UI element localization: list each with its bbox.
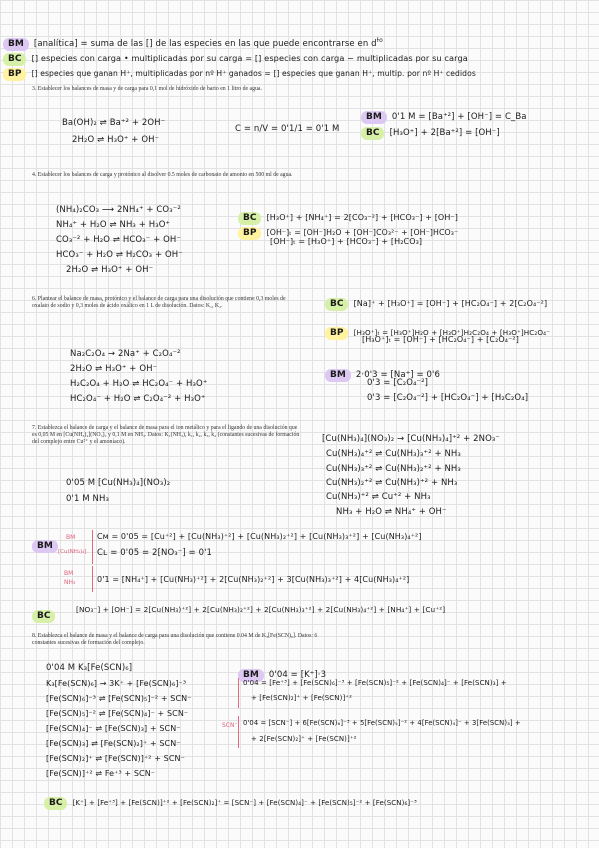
ex3-bc-row <box>361 120 500 140</box>
ex6-bc-equation: [Na]⁺ + [H₃O⁺] = [OH⁻] + [HC₂O₄⁻] + 2[C₂O₄⁻²] <box>353 299 548 308</box>
ex7-given-2: 0'1 M NH₃ <box>66 494 109 504</box>
ex7-bm-label-b: [Cu(NH₃)₄] <box>58 549 87 555</box>
ex3-reaction-1: Ba(OH)₂ ⇌ Ba⁺² + 2OH⁻ <box>62 118 166 128</box>
ex7-reaction-2: Cu(NH₃)₄⁺² ⇌ Cu(NH₃)₃⁺² + NH₃ <box>326 449 461 459</box>
ex4-bp-equation-2: [OH⁻]ₜ = [H₃O⁺] + [HCO₃⁻] + [H₂CO₃] <box>270 237 423 246</box>
ex6-bp-equation-2: [H₃O⁺]ₜ = [OH⁻] + [HC₂O₄⁻] + [C₂O₄⁻²] <box>362 335 519 344</box>
ex3-bc-equation: [H₃O⁺] + 2[Ba⁺²] = [OH⁻] <box>389 128 500 138</box>
ex7-bm-divider <box>92 530 93 564</box>
bc-definition: [] especies con carga • multiplicadas por su carga = [] especies con carga − multiplicadas por su carga <box>31 53 468 63</box>
ex7-bc-equation: [NO₃⁻] + [OH⁻] = 2[Cu(NH₃)⁺²] + 2[Cu(NH₃)₂⁺²] + 2[Cu(NH₃)₃⁺²] + 2[Cu(NH₃)₄⁺²] + [NH₄⁺] + [Cu⁺²] <box>76 605 446 614</box>
ex4-reaction-4: HCO₃⁻ + H₂O ⇌ H₂CO₃ + OH⁻ <box>56 250 183 260</box>
exercise-7-statement: 7. Establezca el balance de carga y el balance de masa para el ion metálico y para el ligando de una disolución que es 0,05 M en [Cu(NH₃)₄](NO₃)₂ y 0,1 M en NH₃. Datos: K₁(NH₃), k₁, k₂, k₃, k₄ (constantes sucesivas de formación del complejo entre Cu²⁺ y el amoníaco). <box>32 425 300 446</box>
bm-tag: BM <box>3 38 29 51</box>
exercise-4-statement: 4. Establecer los balances de carga y protónico al disolver 0.5 moles de carbonato de amonio en 500 ml de agua. <box>32 172 293 178</box>
bp-tag: BP <box>3 68 26 81</box>
ex6-bm-equation-3: 0'3 = [C₂O₄⁻²] + [HC₂O₄⁻] + [H₂C₂O₄] <box>367 393 529 403</box>
ex8-given: 0'04 M K₃[Fe(SCN)₆] <box>46 663 133 673</box>
ex7-bm-label-d: NH₃ <box>64 579 76 586</box>
bm-definition-sup: ɫo <box>376 37 383 44</box>
ex7-lig-divider <box>92 566 93 592</box>
ex7-reaction-6: NH₃ + H₂O ⇌ NH₄⁺ + OH⁻ <box>336 507 447 517</box>
ex4-reaction-2: NH₄⁺ + H₂O ⇌ NH₃ + H₃O⁺ <box>56 220 171 230</box>
ex8-bc-row <box>44 790 417 810</box>
ex7-bm-label-a: BM <box>66 534 76 541</box>
ex3-concentration: C = n/V = 0'1/1 = 0'1 M <box>235 124 340 134</box>
ex7-bm-tag-wrap <box>32 533 58 553</box>
ex6-reaction-4: HC₂O₄⁻ + H₂O ⇌ C₂O₄⁻² + H₃O⁺ <box>70 394 206 404</box>
ex8-reaction-3: [Fe(SCN)₅]⁻² ⇌ [Fe(SCN)₄]⁻ + SCN⁻ <box>46 709 189 718</box>
ex8-reaction-6: [Fe(SCN)₂]⁺ ⇌ [Fe(SCN)]⁺² + SCN⁻ <box>46 754 185 763</box>
ex7-bc-tag-wrap <box>32 603 55 623</box>
ex8-bc-equation: [K⁺] + [Fe⁺³] + [Fe(SCN)]⁺² + [Fe(SCN)₂]⁺ = [SCN⁻] + [Fe(SCN)₄]⁻ + [Fe(SCN)₅]⁻² + [Fe(SCN)₆]⁻³ <box>72 799 417 807</box>
ex7-reaction-4: Cu(NH₃)₂⁺² ⇌ Cu(NH₃)⁺² + NH₃ <box>326 478 458 488</box>
ex3-reaction-2: 2H₂O ⇌ H₃O⁺ + OH⁻ <box>72 135 160 145</box>
ex7-reaction-3: Cu(NH₃)₃⁺² ⇌ Cu(NH₃)₂⁺² + NH₃ <box>326 464 461 474</box>
ex8-reaction-7: [Fe(SCN)]⁺² ⇌ Fe⁺³ + SCN⁻ <box>46 769 156 778</box>
ex6-bm-equation-1: 2·0'3 = [Na⁺] = 0'6 <box>355 370 440 380</box>
exercise-6-statement: 6. Plantear el balance de masa, protónico y el balance de carga para una disolución que contiene 0,3 moles de oxalato de sodio y 0,3 moles de ácido oxálico en 1 L de disolución. Datos: K₁, K₂. <box>32 296 286 310</box>
ex8-bm-iron-2: + [Fe(SCN)₂]⁺ + [Fe(SCN)]⁺² <box>251 694 352 702</box>
ex4-bp-equation-1: [OH⁻]ₜ = [OH⁻]H₂O + [OH⁻]CO₃²⁻ + [OH⁻]HCO₃⁻ <box>266 228 459 237</box>
ex8-bm-thiocyanate-2: + 2[Fe(SCN)₂]⁺ + [Fe(SCN)]⁺² <box>251 735 357 743</box>
ex4-reaction-1: (NH₄)₂CO₃ ⟶ 2NH₄⁺ + CO₃⁻² <box>56 205 181 215</box>
exercise-8-statement: 8. Establezca el balance de masa y el balance de carga para una disolución que contiene 0.04 M de K₃[Fe(SCN)₆]. Datos: 6 constantes sucesivas de formación del complejo. <box>32 633 318 647</box>
ex8-bc-tag: BC <box>44 797 67 810</box>
ex4-bc-equation: [H₃O⁺] + [NH₄⁺] = 2[CO₃⁻²] + [HCO₃⁻] + [OH⁻] <box>266 213 458 222</box>
ex8-bm-thiocyanate-1: 0'04 = [SCN⁻] + 6[Fe(SCN)₆]⁻³ + 5[Fe(SCN)₅]⁻² + 4[Fe(SCN)₄]⁻ + 3[Fe(SCN)₃] + <box>243 719 521 727</box>
ex8-reaction-2: [Fe(SCN)₆]⁻³ ⇌ [Fe(SCN)₅]⁻² + SCN⁻ <box>46 694 192 703</box>
ex4-reaction-5: 2H₂O ⇌ H₃O⁺ + OH⁻ <box>66 265 154 275</box>
ex8-scn-divider <box>238 716 239 748</box>
bp-definition: [] especies que ganan H⁺, multiplicadas por nº H⁺ ganados = [] especies que ganan H⁺, multip. por nº H⁺ cedidos <box>31 69 476 78</box>
ex4-bp-tag: BP <box>238 227 261 240</box>
ex8-bm-iron-1: 0'04 = [Fe⁺³] + [Fe(SCN)₆]⁻³ + [Fe(SCN)₅]⁻² + [Fe(SCN)₄]⁻ + [Fe(SCN)₃] + <box>243 679 507 687</box>
ex3-bm-equation: 0'1 M = [Ba⁺²] + [OH⁻] = C_Ba <box>391 112 527 122</box>
ex6-bm-tag: BM <box>325 369 351 382</box>
ex7-given-1: 0'05 M [Cu(NH₃)₄](NO₃)₂ <box>66 478 171 488</box>
ex7-ligand-counter: Cʟ = 0'05 = 2[NO₃⁻] = 0'1 <box>97 548 213 558</box>
exercise-3-statement: 3. Establecer los balances de masa y de carga para 0,1 mol de hidróxido de bario en 1 litro de agua. <box>32 86 262 92</box>
ex8-reaction-1: K₃[Fe(SCN)₆] → 3K⁺ + [Fe(SCN)₆]⁻³ <box>46 679 187 688</box>
ex7-bm-label-c: BM <box>64 570 74 577</box>
ex6-reaction-3: H₂C₂O₄ + H₂O ⇌ HC₂O₄⁻ + H₃O⁺ <box>70 379 208 389</box>
ex7-reaction-5: Cu(NH₃)⁺² ⇌ Cu⁺² + NH₃ <box>326 492 431 502</box>
ex8-bm-potassium: 0'04 = [K⁺]·3 <box>268 670 327 680</box>
ex6-bp-equation-1: [H₃O⁺]ₜ = [H₃O⁺]H₂O + [H₃O⁺]H₂C₂O₄ + [H₃O⁺]HC₂O₄⁻ <box>353 328 551 337</box>
ex7-metal-balance: Cм = 0'05 = [Cu⁺²] + [Cu(NH₃)⁺²] + [Cu(NH₃)₂⁺²] + [Cu(NH₃)₃⁺²] + [Cu(NH₃)₄⁺²] <box>97 532 422 541</box>
ex8-scn-label: SCN⁻ <box>222 722 238 729</box>
ex7-reaction-1: [Cu(NH₃)₄](NO₃)₂ → [Cu(NH₃)₄]⁺² + 2NO₃⁻ <box>322 434 500 444</box>
ex6-bc-tag: BC <box>325 298 348 311</box>
ex6-bm-equation-2: 0'3 = [C₂O₄⁻²] <box>367 378 429 388</box>
ex3-bc-tag: BC <box>361 127 384 140</box>
ex6-bp-tag: BP <box>325 327 348 340</box>
bm-definition: [analítica] = suma de las [] de las especies en las que puede encontrarse en d <box>33 39 377 49</box>
ex7-bm-tag: BM <box>32 540 58 553</box>
header-bp-row <box>3 61 476 81</box>
ex6-reaction-2: 2H₂O ⇌ H₃O⁺ + OH⁻ <box>70 364 158 374</box>
ex3-bm-tag: BM <box>361 111 387 124</box>
ex6-bc-row <box>325 291 547 311</box>
ex6-reaction-1: Na₂C₂O₄ → 2Na⁺ + C₂O₄⁻² <box>70 349 181 359</box>
ex4-reaction-3: CO₃⁻² + H₂O ⇌ HCO₃⁻ + OH⁻ <box>56 235 181 245</box>
ex8-bm-tag: BM <box>238 669 264 682</box>
ex4-bc-tag: BC <box>238 212 261 225</box>
ex7-ligand-balance: 0'1 = [NH₄⁺] + [Cu(NH₃)⁺²] + 2[Cu(NH₃)₂⁺²] + 3[Cu(NH₃)₃⁺²] + 4[Cu(NH₃)₄⁺²] <box>97 575 410 584</box>
ex8-fe-divider <box>238 678 239 708</box>
ex8-reaction-5: [Fe(SCN)₃] ⇌ [Fe(SCN)₂]⁺ + SCN⁻ <box>46 739 181 748</box>
ex7-bc-tag: BC <box>32 610 55 623</box>
ex8-reaction-4: [Fe(SCN)₄]⁻ ⇌ [Fe(SCN)₃] + SCN⁻ <box>46 724 181 733</box>
bc-tag: BC <box>3 53 26 66</box>
